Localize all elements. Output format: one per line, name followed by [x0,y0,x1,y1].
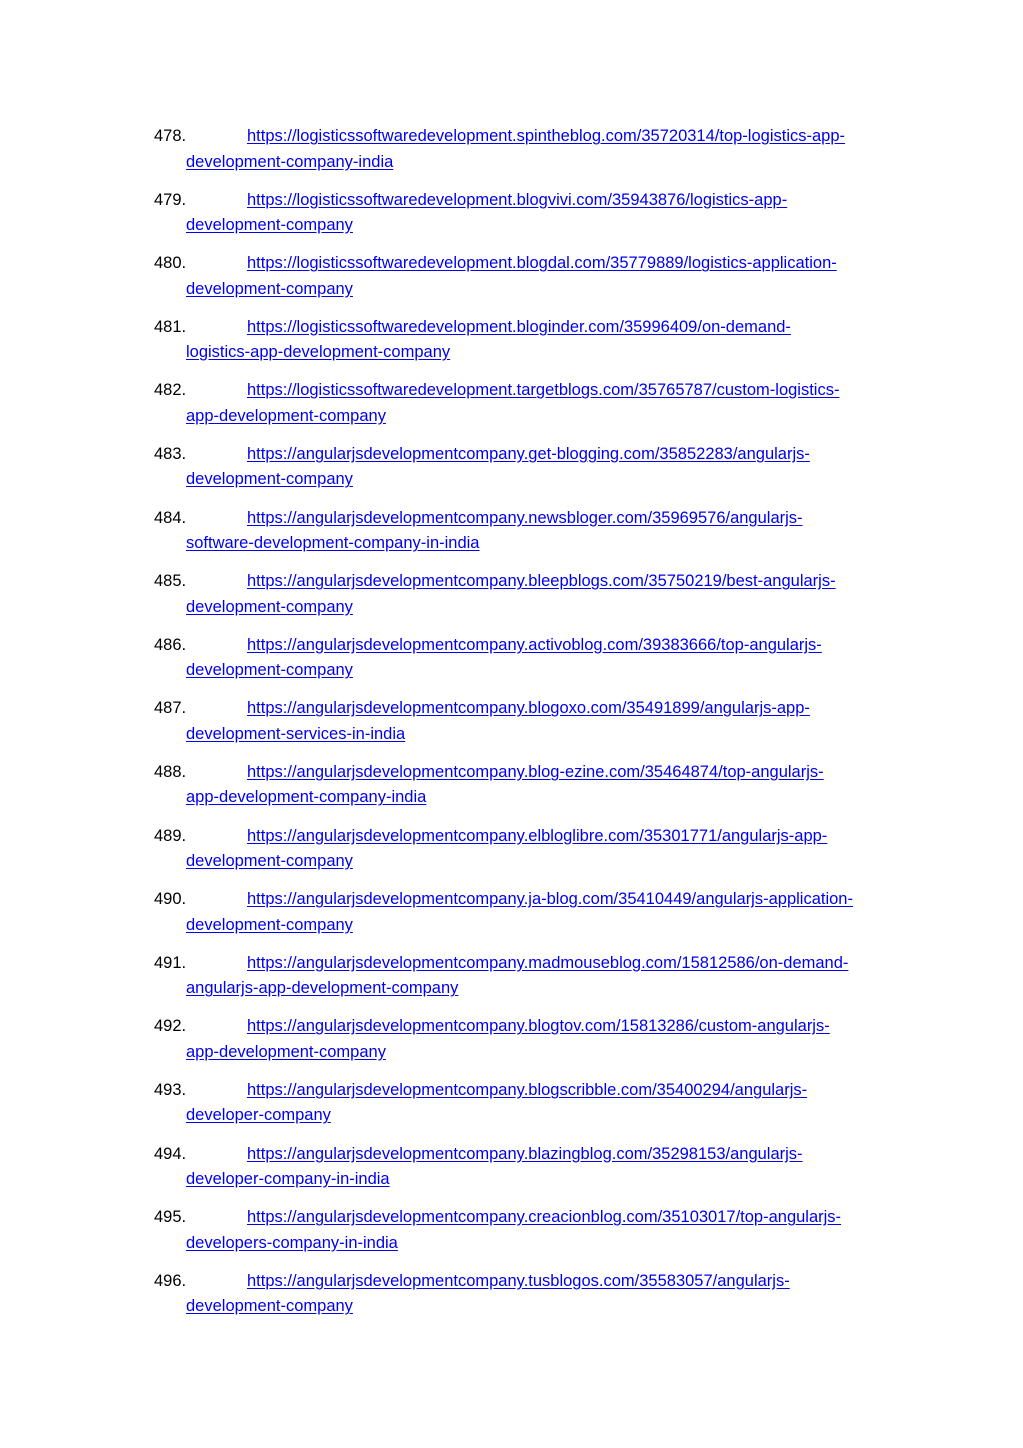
list-item [154,1269,906,1333]
item-number: 478. [154,127,187,145]
url-link[interactable] [186,188,906,239]
item-number: 484. [154,508,187,527]
url-link-line2: development-company [186,216,353,235]
url-link[interactable] [186,442,906,493]
list-item [154,1014,906,1078]
item-number: 493. [154,1080,187,1099]
url-link-line2: app-development-company [186,1042,386,1061]
url-link-line2: development-company [186,279,353,298]
list-item [154,824,906,888]
url-link-line2: development-company [186,470,353,489]
list-item [154,760,906,824]
list-item [154,1205,906,1269]
item-number: 487. [154,699,187,718]
url-link[interactable] [186,315,906,366]
url-link-line2: development-services-in-india [186,724,406,743]
url-link[interactable] [186,951,906,1002]
item-number: 481. [154,317,187,336]
url-link[interactable] [186,124,906,175]
url-link-line1: https://angularjsdevelopmentcompany.blazingblog.com/35298153/angularjs- [247,1144,803,1163]
url-link-line1: https://angularjsdevelopmentcompany.blogtov.com/15813286/custom-angularjs- [247,1017,830,1036]
url-link[interactable] [186,1205,906,1256]
url-link-line2: developer-company [186,1106,331,1125]
url-link-line2: development-company [186,661,353,680]
url-link-line1: https://angularjsdevelopmentcompany.bleepblogs.com/35750219/best-angularjs- [247,572,836,591]
list-item [154,442,906,506]
url-link-line1: https://angularjsdevelopmentcompany.creacionblog.com/35103017/top-angularjs- [247,1208,842,1227]
item-number: 494. [154,1144,187,1163]
list-item [154,696,906,760]
url-link-line2: development-company [186,852,353,871]
item-number: 489. [154,826,187,845]
url-link-line2: angularjs-app-development-company [186,979,459,998]
url-link-line1: https://angularjsdevelopmentcompany.blogoxo.com/35491899/angularjs-app- [247,699,810,718]
url-link-line2: developers-company-in-india [186,1233,398,1252]
item-number: 480. [154,254,187,273]
url-link-line1: https://angularjsdevelopmentcompany.tusblogos.com/35583057/angularjs- [247,1271,790,1290]
list-item [154,887,906,951]
url-link-line1: https://logisticssoftwaredevelopment.spintheblog.com/35720314/top-logistics-app- [247,127,846,145]
item-number: 491. [154,953,187,972]
list-item [154,1078,906,1142]
item-number: 483. [154,444,187,463]
url-link-line1: https://logisticssoftwaredevelopment.blogvivi.com/35943876/logistics-app- [247,190,788,209]
url-link-line1: https://logisticssoftwaredevelopment.blogdal.com/35779889/logistics-application- [247,254,837,273]
item-number: 486. [154,635,187,654]
url-link[interactable] [186,824,906,875]
list-item [154,506,906,570]
url-link[interactable] [186,251,906,302]
url-link[interactable] [186,760,906,811]
url-link-line1: https://logisticssoftwaredevelopment.targetblogs.com/35765787/custom-logistics- [247,381,840,400]
url-link-line1: https://angularjsdevelopmentcompany.activoblog.com/39383666/top-angularjs- [247,635,822,654]
item-number: 492. [154,1017,187,1036]
url-link-line2: logistics-app-development-company [186,343,451,362]
list-item [154,569,906,633]
list-item [154,378,906,442]
url-link-line2: app-development-company [186,406,386,425]
url-link-line1: https://angularjsdevelopmentcompany.blogscribble.com/35400294/angularjs- [247,1080,808,1099]
item-number: 496. [154,1271,187,1290]
url-link[interactable] [186,1142,906,1193]
url-link[interactable] [186,1269,906,1320]
item-number: 479. [154,190,187,209]
url-link-line1: https://angularjsdevelopmentcompany.newsbloger.com/35969576/angularjs- [247,508,803,527]
url-link-line2: developer-company-in-india [186,1170,390,1188]
item-number: 495. [154,1208,187,1227]
url-link[interactable] [186,887,906,938]
url-link-line1: https://angularjsdevelopmentcompany.ja-blog.com/35410449/angularjs-application- [247,890,853,909]
url-link-line2: app-development-company-india [186,788,427,807]
item-number: 485. [154,572,187,591]
url-link-line1: https://angularjsdevelopmentcompany.get-blogging.com/35852283/angularjs- [247,444,810,463]
url-link-line2: development-company [186,1297,353,1316]
list-item [154,315,906,379]
item-number: 488. [154,762,187,781]
list-item [154,251,906,315]
url-link-line1: https://logisticssoftwaredevelopment.bloginder.com/35996409/on-demand- [247,317,791,336]
url-link[interactable] [186,696,906,747]
url-link-line1: https://angularjsdevelopmentcompany.madmouseblog.com/15812586/on-demand- [247,953,849,972]
url-link-line2: development-company [186,597,353,616]
url-link-line1: https://angularjsdevelopmentcompany.blog-ezine.com/35464874/top-angularjs- [247,762,824,781]
item-number: 490. [154,890,187,909]
list-item [154,124,906,188]
url-link[interactable] [186,1014,906,1065]
list-item [154,188,906,252]
list-item [154,1142,906,1206]
item-number: 482. [154,381,187,400]
list-item [154,951,906,1015]
url-link[interactable] [186,633,906,684]
url-link[interactable] [186,378,906,429]
url-link-line1: https://angularjsdevelopmentcompany.elbloglibre.com/35301771/angularjs-app- [247,826,828,845]
url-link[interactable] [186,506,906,557]
url-link[interactable] [186,1078,906,1129]
list-item [154,633,906,697]
url-link[interactable] [186,569,906,620]
url-link-line2: software-development-company-in-india [186,534,480,553]
url-link-line2: development-company-india [186,152,394,171]
url-link-line2: development-company [186,915,353,934]
link-list [154,124,906,1332]
